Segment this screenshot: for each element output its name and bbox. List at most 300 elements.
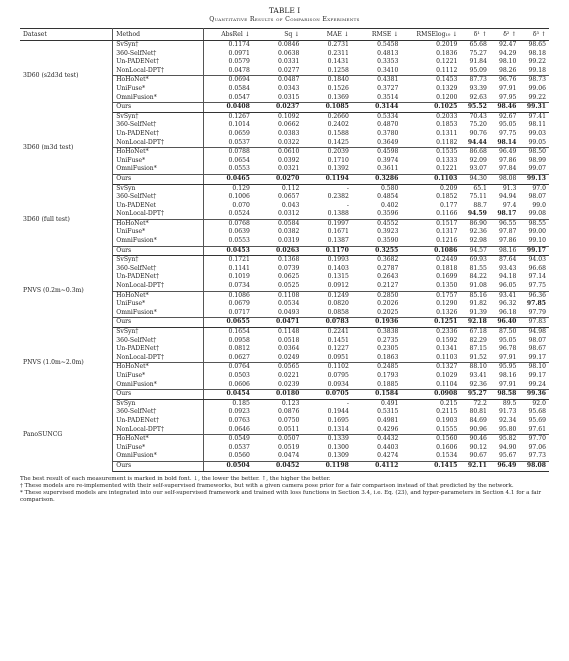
metric-cell: 75.20 [469,121,487,129]
metric-cell: 91.08 [469,282,487,290]
metric-cell: 0.4403 [377,443,399,451]
method-name: 360-SelfNet† [113,265,204,274]
metric-cell: 99.17 [519,246,549,256]
metric-cell: 91.3 [502,184,517,192]
metric-cell: 94.98 [528,328,546,335]
metric-cell: 91.52 [469,353,487,361]
col-header-delta1: δ¹ ↑ [460,29,490,41]
metric-cell: 0.1699 [436,273,458,281]
metric-cell: 99.00 [528,228,546,236]
metric-cell: 0.2025 [377,308,399,316]
method-name: OmniFusion* [113,94,204,103]
metric-cell: 0.0474 [278,452,300,460]
metric-cell: 0.0322 [278,138,300,146]
metric-cell: 0.0764 [203,363,253,372]
metric-cell: 86.68 [460,148,490,157]
metric-cell: 0.0471 [253,318,303,328]
metric-cell: 0.2019 [436,41,458,48]
metric-cell: 0.0646 [228,425,250,433]
metric-cell: 97.79 [528,308,546,316]
metric-cell: 93.41 [469,371,487,379]
metric-cell: 0.1793 [377,371,399,379]
metric-cell: 0.1836 [436,49,458,57]
metric-cell: 0.4552 [352,219,402,228]
metric-cell: 0.0321 [278,165,300,173]
metric-cell: 0.1388 [327,210,349,218]
col-header-method: Method [113,29,204,41]
metric-cell: 0.0504 [203,461,253,471]
metric-cell: 95.82 [490,435,520,444]
dataset-name: 3D60 (full test) [20,184,113,256]
col-header-mae: MAE ↓ [302,29,352,41]
metric-cell: 0.3611 [377,165,399,173]
metric-cell: 92.67 [498,112,517,120]
metric-cell: 98.46 [490,103,520,113]
metric-cell: 95.05 [498,121,517,129]
metric-cell: 0.3649 [377,138,399,146]
metric-cell: 0.2402 [327,121,349,129]
method-name: 360-SelfNet† [113,50,204,59]
metric-cell: 99.22 [528,58,546,66]
metric-cell: 0.1221 [436,165,458,173]
metric-cell: 99.18 [528,66,546,74]
metric-cell: 0.1025 [401,103,460,113]
metric-cell: 0.0763 [228,416,250,424]
metric-cell: 0.0876 [278,408,300,416]
col-header-delta2: δ² ↑ [490,29,520,41]
metric-cell: 0.3974 [377,156,399,164]
metric-cell: 0.0537 [228,138,250,146]
metric-cell: 0.1517 [401,219,460,228]
metric-cell: 97.06 [528,443,546,451]
metric-cell: 94.44 [467,138,487,146]
metric-cell: 0.0584 [228,84,250,92]
metric-cell: 0.0750 [278,416,300,424]
table-header-row [20,29,549,41]
metric-cell: 0.1194 [302,174,352,184]
metric-cell: 0.0908 [401,390,460,400]
method-name: UniFuse* [113,300,204,309]
metric-cell: 0.0519 [278,443,300,451]
metric-cell: 92.34 [498,416,517,424]
metric-cell: 93.43 [498,264,517,272]
metric-cell: 0.0315 [278,93,300,101]
metric-cell: 99.17 [528,371,546,379]
method-name: UniFuse* [113,157,204,166]
metric-cell: 99.31 [519,103,549,113]
table-row [20,328,549,337]
metric-cell: 99.0 [532,201,546,209]
method-name: Un-PADENet† [113,345,204,354]
metric-cell: 99.13 [519,174,549,184]
metric-cell: 0.3596 [377,210,399,218]
metric-cell: 0.1415 [401,461,460,471]
method-name: NonLocal-DPT† [113,354,204,363]
method-name: HoHoNet* [113,291,204,300]
method-name: SvSyn [113,399,204,408]
metric-cell: 98.50 [519,148,549,157]
method-name: NonLocal-DPT† [113,139,204,148]
metric-cell: 0.1309 [327,452,349,460]
metric-cell: 97.4 [502,201,517,209]
metric-cell: 0.2026 [377,300,399,308]
metric-cell: 0.2787 [377,264,399,272]
metric-cell: 0.1903 [436,416,458,424]
method-name: Un-PADENet† [113,417,204,426]
metric-cell: 0.0452 [253,461,303,471]
metric-cell: 0.1721 [228,256,250,264]
metric-cell: 0.2039 [302,148,352,157]
metric-cell: 0.0507 [253,435,303,444]
metric-cell: 0.1086 [203,291,253,300]
metric-cell: 0.0584 [253,219,303,228]
metric-cell: 0.1535 [401,148,460,157]
metric-cell: 0.0534 [278,300,300,308]
metric-cell: 97.70 [519,435,549,444]
metric-cell: 0.0655 [203,318,253,328]
metric-cell: 0.1944 [327,408,349,416]
metric-cell: 0.3144 [352,103,402,113]
metric-cell: 0.0537 [228,443,250,451]
metric-cell: 95.69 [528,416,546,424]
metric-cell: 0.3780 [377,129,399,137]
method-name: Un-PADENet [113,202,204,211]
method-name: HoHoNet* [113,76,204,85]
metric-cell: 0.1200 [436,93,458,101]
metric-cell: 99.22 [528,93,546,101]
metric-cell: 0.185 [232,399,250,407]
metric-cell: 0.0638 [278,49,300,57]
col-header-rmselog: RMSElog₁₀ ↓ [401,29,460,41]
metric-cell: 93.41 [490,291,520,300]
metric-cell: 0.1170 [302,246,352,256]
metric-cell: 0.1267 [228,112,250,120]
metric-cell: 97.86 [498,237,517,245]
metric-cell: 95.80 [498,425,517,433]
metric-cell: 98.26 [498,66,517,74]
metric-cell: 0.0180 [253,390,303,400]
metric-cell: 0.3682 [377,256,399,264]
metric-cell: 0.1403 [327,264,349,272]
metric-cell: 90.12 [469,443,487,451]
method-name: OmniFusion* [113,309,204,318]
metric-cell: 98.14 [497,138,517,146]
metric-cell: 72.2 [473,399,487,407]
metric-cell: 90.76 [469,129,487,137]
metric-cell: 0.0343 [278,84,300,92]
metric-cell: 0.0795 [327,371,349,379]
metric-cell: 0.1108 [253,291,303,300]
method-name: Ours [113,103,204,113]
metric-cell: - [346,201,349,209]
metric-cell: 0.1166 [436,210,458,218]
metric-cell: 96.55 [490,219,520,228]
metric-cell: 95.52 [460,103,490,113]
metric-cell: 0.209 [439,184,458,192]
metric-cell: 91.82 [469,300,487,308]
metric-cell: 0.0383 [278,129,300,137]
metric-cell: 0.129 [232,184,250,192]
metric-cell: 94.30 [460,174,490,184]
metric-cell: 0.0625 [278,273,300,281]
metric-cell: 0.1818 [436,264,458,272]
metric-cell: 0.0846 [278,41,300,48]
metric-cell: 0.5458 [377,41,399,48]
metric-cell: 98.55 [519,219,549,228]
metric-cell: 0.402 [380,201,399,209]
col-header-absrel: AbsRel ↓ [203,29,253,41]
metric-cell: 96.36 [519,291,549,300]
method-name: Un-PADENet† [113,58,204,67]
metric-cell: 0.0606 [228,380,250,388]
metric-cell: 0.4870 [377,121,399,129]
metric-cell: 0.2449 [436,256,458,264]
method-name: UniFuse* [113,85,204,94]
metric-cell: 97.95 [498,93,517,101]
metric-cell: 0.0717 [228,308,250,316]
metric-cell: 87.50 [498,328,517,335]
metric-cell: 0.1317 [436,228,458,236]
metric-cell: 0.0912 [327,282,349,290]
metric-cell: 92.63 [469,93,487,101]
metric-cell: 0.1584 [352,390,402,400]
metric-cell: 0.1852 [436,193,458,201]
metric-cell: 98.16 [498,371,517,379]
metric-cell: 92.18 [460,318,490,328]
metric-cell: 0.2127 [377,282,399,290]
metric-cell: 95.95 [490,363,520,372]
note-dagger: † These models are re-implemented with their self-supervised frameworks, but with a given camera pose prior for a fair comparison instead of that predicted by the network. [20,482,514,489]
metric-cell: 0.0654 [228,156,250,164]
metric-cell: 0.1085 [302,103,352,113]
metric-cell: 0.0319 [278,237,300,245]
metric-cell: 93.39 [469,84,487,92]
metric-cell: 99.08 [528,210,546,218]
metric-cell: 96.49 [490,148,520,157]
table-notes [20,476,549,504]
comparison-table [20,28,549,472]
metric-cell: 0.0659 [228,129,250,137]
metric-cell: 0.1654 [228,328,250,335]
table-body [20,41,549,472]
metric-cell: 94.90 [498,443,517,451]
metric-cell: 0.1112 [436,66,458,74]
metric-cell: 85.16 [460,291,490,300]
dataset-name: 3D60 (s2d3d test) [20,41,113,113]
metric-cell: 0.1710 [327,156,349,164]
metric-cell: 0.0694 [203,76,253,85]
metric-cell: 0.1329 [436,84,458,92]
metric-cell: 0.0734 [228,282,250,290]
metric-cell: 0.0549 [203,435,253,444]
metric-cell: 0.0525 [278,282,300,290]
metric-cell: 0.3590 [377,237,399,245]
metric-cell: 0.2485 [352,363,402,372]
metric-cell: 0.1333 [436,156,458,164]
col-header-sq: Sq ↓ [253,29,303,41]
metric-cell: 0.0662 [278,121,300,129]
metric-cell: 94.03 [528,256,546,264]
metric-cell: 0.1863 [377,353,399,361]
metric-cell: 99.10 [528,237,546,245]
metric-cell: 81.55 [469,264,487,272]
metric-cell: 0.3353 [377,58,399,66]
metric-cell: 0.0331 [278,58,300,66]
metric-cell: 97.84 [498,165,517,173]
metric-cell: 0.5334 [377,112,399,120]
metric-cell: 0.5315 [377,408,399,416]
metric-cell: 98.11 [528,121,546,129]
metric-cell: 99.36 [519,390,549,400]
metric-cell: 0.1019 [228,273,250,281]
metric-cell: 0.0679 [228,300,250,308]
metric-cell: 0.1014 [228,121,250,129]
metric-cell: 0.123 [281,399,300,407]
metric-cell: 98.18 [528,49,546,57]
dataset-name: PNVS (1.0m~2.0m) [20,328,113,400]
metric-cell: 0.1341 [436,345,458,353]
metric-cell: 0.177 [439,201,458,209]
metric-cell: 91.84 [469,58,487,66]
metric-cell: 95.09 [469,66,487,74]
metric-cell: - [346,184,349,192]
metric-cell: 0.1526 [327,84,349,92]
method-name: NonLocal-DPT† [113,67,204,76]
method-name: Ours [113,390,204,400]
metric-cell: 94.57 [460,246,490,256]
metric-cell: 65.68 [469,41,487,48]
table-row [20,399,549,408]
metric-cell: 0.1141 [228,264,250,272]
metric-cell: 93.07 [469,165,487,173]
metric-cell: 70.43 [469,112,487,120]
metric-cell: 98.07 [528,193,546,201]
metric-cell: 0.1300 [327,443,349,451]
metric-cell: 0.1695 [327,416,349,424]
metric-cell: 94.94 [498,193,517,201]
metric-cell: 87.15 [469,345,487,353]
metric-cell: 0.1326 [436,308,458,316]
metric-cell: 0.0739 [278,264,300,272]
metric-cell: 96.76 [490,76,520,85]
metric-cell: 0.491 [380,399,399,407]
method-name: HoHoNet* [113,148,204,157]
metric-cell: 96.68 [528,264,546,272]
metric-cell: 0.2305 [377,345,399,353]
metric-cell: 91.73 [498,408,517,416]
metric-cell: 97.85 [526,300,546,308]
metric-cell: 95.68 [528,408,546,416]
metric-cell: 98.16 [490,246,520,256]
method-name: UniFuse* [113,372,204,381]
metric-cell: 65.1 [473,184,487,192]
metric-cell: 0.0249 [278,353,300,361]
metric-cell: 84.22 [469,273,487,281]
metric-cell: 0.0705 [302,390,352,400]
metric-cell: - [346,399,349,407]
metric-cell: 0.4813 [377,49,399,57]
metric-cell: 0.0923 [228,408,250,416]
metric-cell: 96.18 [498,308,517,316]
metric-cell: 98.58 [490,390,520,400]
method-name: Ours [113,246,204,256]
metric-cell: 0.1092 [278,112,300,120]
metric-cell: 99.24 [528,380,546,388]
method-name: HoHoNet* [113,363,204,372]
method-name: OmniFusion* [113,381,204,390]
metric-cell: 97.86 [498,156,517,164]
metric-cell: 0.1315 [327,273,349,281]
metric-cell: 92.47 [498,41,517,48]
metric-cell: 0.0277 [278,66,300,74]
metric-cell: 0.4854 [377,193,399,201]
metric-cell: 0.1606 [436,443,458,451]
metric-cell: 0.1453 [401,76,460,85]
metric-cell: 0.0382 [278,228,300,236]
method-name: OmniFusion* [113,452,204,461]
metric-cell: 0.0453 [203,246,253,256]
metric-cell: 0.0768 [203,219,253,228]
metric-cell: 0.0511 [278,425,300,433]
metric-cell: 97.83 [519,318,549,328]
col-header-rmse: RMSE ↓ [352,29,402,41]
metric-cell: 0.0270 [253,174,303,184]
metric-cell: 92.0 [532,399,546,407]
metric-cell: 98.08 [490,174,520,184]
metric-cell: 98.07 [528,336,546,344]
metric-cell: 0.0579 [228,58,250,66]
col-header-delta3: δ³ ↑ [519,29,549,41]
metric-cell: 94.18 [498,273,517,281]
method-name: HoHoNet* [113,435,204,444]
metric-cell: 0.2731 [327,41,349,48]
metric-cell: 0.0553 [228,165,250,173]
method-name: UniFuse* [113,228,204,237]
table-label: TABLE I [268,6,301,15]
metric-cell: 97.61 [528,425,546,433]
metric-cell: 0.1258 [327,66,349,74]
metric-cell: 0.112 [281,184,300,192]
metric-cell: 98.99 [528,156,546,164]
metric-cell: 95.27 [460,390,490,400]
metric-cell: 0.1431 [327,58,349,66]
metric-cell: 95.05 [498,336,517,344]
table-row [20,184,549,193]
metric-cell: 96.78 [498,345,517,353]
metric-cell: 0.1885 [377,380,399,388]
dataset-name: 3D60 (m3d test) [20,112,113,184]
metric-cell: 0.0547 [228,93,250,101]
method-name: SvSyn† [113,112,204,121]
method-name: 360-SelfNet† [113,193,204,202]
metric-cell: 0.2382 [327,193,349,201]
metric-cell: 0.1251 [401,318,460,328]
method-name: NonLocal-DPT† [113,426,204,435]
metric-cell: 0.1339 [302,435,352,444]
metric-cell: 0.2643 [377,273,399,281]
method-name: Un-PADENet† [113,130,204,139]
metric-cell: 0.0392 [278,156,300,164]
metric-cell: 98.65 [528,41,546,48]
metric-cell: 0.3727 [377,84,399,92]
metric-cell: 67.18 [469,328,487,335]
metric-cell: 0.1350 [436,282,458,290]
metric-cell: 97.0 [532,184,546,192]
metric-cell: 94.29 [498,49,517,57]
metric-cell: 0.3410 [377,66,399,74]
metric-cell: 0.2735 [377,336,399,344]
metric-cell: 0.1368 [278,256,300,264]
